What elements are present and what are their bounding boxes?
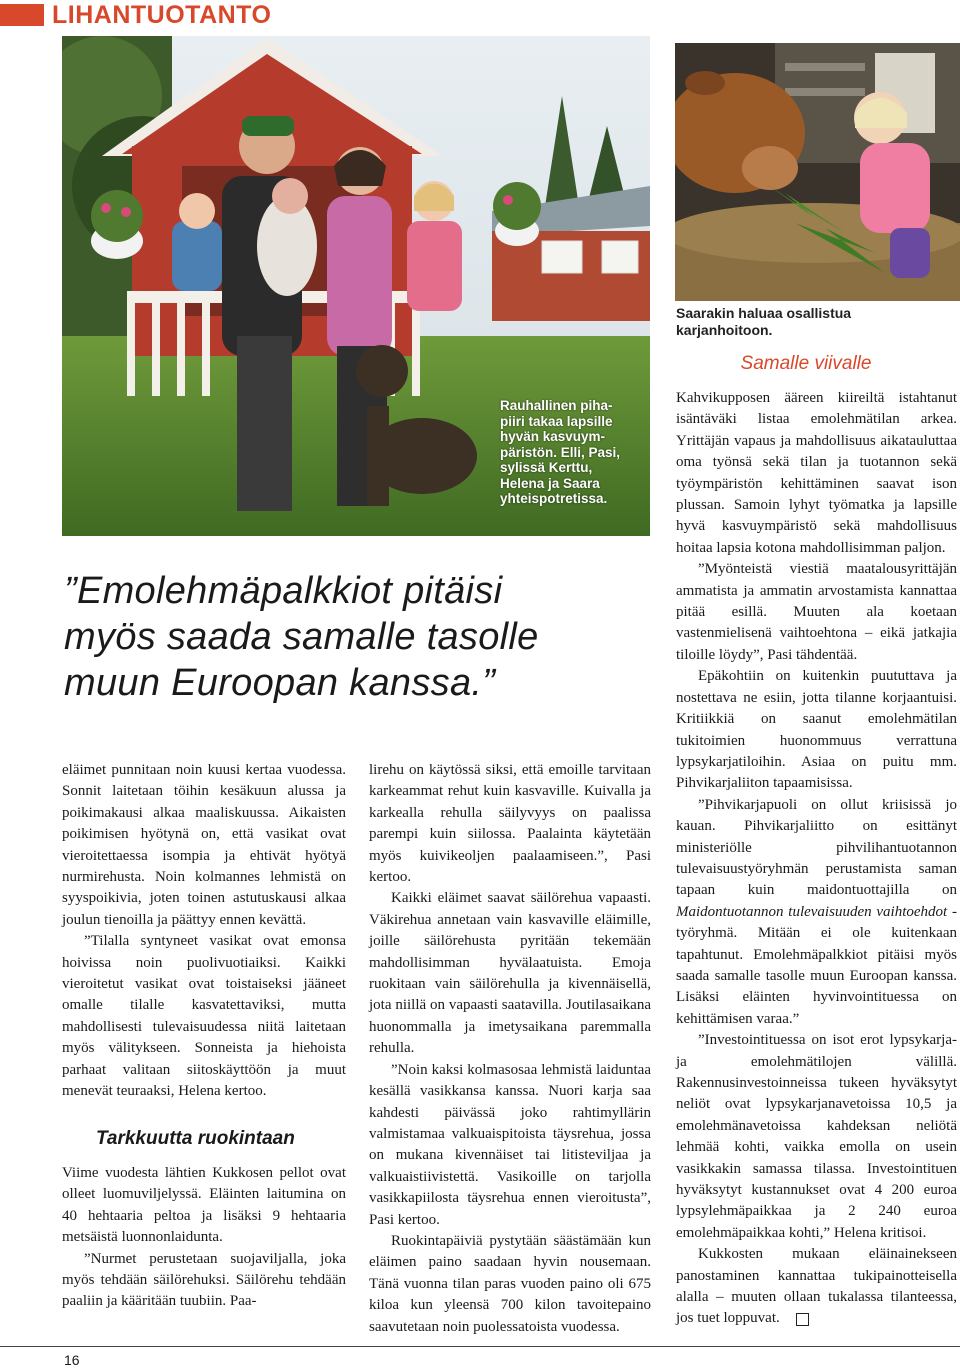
body-paragraph: eläimet punnitaan noin kuusi kertaa vuodessa. Sonnit laitetaan töihin kesäkuun alussa ja poikimakausi alkaa maaliskuussa. Aikaisten poikimisen hyötynä on, että vasikat ovat vieroitettaessa isompia ja ehtivät hyötyä nurmirehusta. Noin kolmannes lehmistä on syyspoikivia, joten toinen astutuskausi alkaa joulun tienoilla ja päättyy ennen kevättä. <box>62 762 346 928</box>
body-text: -työryhmä. Mitään ei ole kuitenkaan tapahtunut. Emolehmäpalkkiot pitäisi myös saada samalle tasolle muun Euroopan kanssa. Lisäksi eläinten hyvinvointituessa on kehittämisen varaa.” <box>676 903 957 1027</box>
body-paragraph <box>676 795 957 1030</box>
body-paragraph: Viime vuodesta lähtien Kukkosen pellot ovat olleet luomuviljelyssä. Eläinten laitumina on 40 hehtaaria peltoa ja lisäksi 9 hehtaaria metsäistä luonnonlaidunta. <box>62 1164 346 1246</box>
body-paragraph: ”Tilalla syntyneet vasikat ovat emonsa hoivissa noin puolivuotiaiksi. Kaikki vieroitetut vasikat ovat toistaiseksi jääneet omalle tilalle kasvatettaviksi, mutta mahdollisesti tulevaisuudessa niitä laitetaan myös välitykseen. Sonneista ja hiehoista parhaat valitaan siitoskäyttöön ja muut menevät teuraaksi, Helena kertoo. <box>62 933 346 1100</box>
pull-quote-line: ”Emolehmäpalkkiot pitäisi <box>64 570 503 612</box>
body-paragraph: ”Nurmet perustetaan suojaviljalla, joka myös tehdään säilörehuksi. Säilörehu tehdään paaliin ja kääritään tuubiin. Paa- <box>62 1250 346 1310</box>
caption-line: Rauhallinen piha- <box>500 398 613 413</box>
body-paragraph <box>676 1244 957 1330</box>
end-mark-icon <box>796 1313 809 1326</box>
pull-quote-line: myös saada samalle tasolle <box>64 616 539 658</box>
caption-line: hyvän kasvuym- <box>500 429 606 444</box>
body-paragraph: ”Investointituessa on isot erot lypsykarja- ja emolehmätilojen välillä. Rakennusinvestoinneissa tukeen hyväksytyt neliöt ovat lypsykarjanavetoissa 10,5 ja emolehmänavetoissa kahdeksan neliötä lehmää kohti, vaikka emolla on usein vasikkakin samassa tilassa. Investointituen hyväksytyt kustannukset ovat 4 200 euroa lypsylehmäpaikkaa ja 2 240 euroa emolehmäpaikkaa kohti,” Helena kritisoi. <box>676 1032 957 1241</box>
family-photo-caption <box>500 398 650 507</box>
footer-rule <box>0 1346 960 1347</box>
working-group-name: Maidontuotannon tulevaisuuden vaihtoehdot <box>676 903 948 920</box>
caption-line: yhteispotretissa. <box>500 491 608 506</box>
column-3 <box>676 388 957 1330</box>
section-color-bar <box>0 4 44 26</box>
body-text: Kukkosten mukaan eläinainekseen panostaminen kannattaa tukipainotteisella alalla – muuten ollaan tukalassa tilanteessa, jos tuet loppuvat. <box>676 1246 957 1327</box>
cow-photo-caption <box>676 305 936 339</box>
body-text: ”Pihvikarjapuoli on ollut kriisissä jo kauan. Pihvikarjaliitto on esittänyt ministeriölle pihvilihantuotannon tulevaisuustyöryhmän perustamista saman tapaan kuin maidontuottajilla on <box>676 796 957 899</box>
section-title: LIHANTUOTANTO <box>52 1 272 29</box>
family-photo <box>62 36 650 536</box>
body-paragraph: Epäkohtiin on kuitenkin puututtava ja nostettava ne esiin, jotta tilanne korjaantuisi. Kritiikkiä on saanut emolehmätilan tukitoimien huonommuus verrattuna lypsykarjatiloihin. Asiaa on puitu mm. Pihvikarjaliiton tapaamisissa. <box>676 668 957 792</box>
body-paragraph: ”Myönteistä viestiä maatalousyrittäjän ammatista ja ammatin arvostamista kannattaa pitää esillä. Muuten ala koetaan vastenmielisenä vaihtoehtona – eikä jatkajia tiloille löydy”, Pasi tähdentää. <box>676 561 957 663</box>
body-paragraph: Kahvikupposen ääreen kiireiltä istahtanut isäntäväki listaa emolehmätilan arkea. Yrittäjän vapaus ja mahdollisuus aikatauluttaa oma työnsä sekä tilan ja tuotannon sekä työympäristön kehittäminen saavat ison plussan. Samoin lyhyt työmatka ja lapsille hyvä kasvuympäristö sekä mahdollisuus hoitaa lapsia kotona mahdollisimman paljon. <box>676 390 957 556</box>
cow-photo <box>675 43 960 301</box>
caption-line: sylissä Kerttu, <box>500 460 593 475</box>
subhead-same-level: Samalle viivalle <box>740 353 872 374</box>
body-paragraph: ”Noin kaksi kolmasosaa lehmistä laiduntaa kesällä vasikkansa kanssa. Nuori karja saa kahdesti päivässä joko rahtimyllärin valmistamaa valkuaispitoista täysrehua, jossa on mukana kivennäiset tai litisteviljaa ja valkuaistiivistettä. Vasikoille on tarjolla vasikkapiilosta täysrehua ennen vieroitusta”, Pasi kertoo. <box>369 1061 651 1228</box>
body-paragraph: Kaikki eläimet saavat säilörehua vapaasti. Väkirehua annetaan vain kasvaville eläimille, joille säilörehusta pyritään tekemään mahdollisimman hyvälaatuista. Emoja ruokitaan vain säilörehulla ja kivennäisellä, jota niillä on vapaasti saatavilla. Joutilasaikana huonommalla ja imetysaikana paremmalla rehulla. <box>369 890 651 1057</box>
body-paragraph: Ruokintapäiviä pystytään säästämään kun eläimen paino saadaan hyvin nousemaan. Tänä vuonna tilan paras vuoden paino oli 675 kiloa kun yleensä 700 kilon tavoitepaino saavutetaan noin puolessatoista vuodessa. <box>369 1232 651 1335</box>
page-number: 16 <box>64 1352 80 1368</box>
pull-quote <box>64 568 644 706</box>
column-2 <box>369 760 651 1338</box>
caption-line: Helena ja Saara <box>500 475 600 491</box>
caption-line: karjanhoitoon. <box>676 322 773 338</box>
body-paragraph: lirehu on käytössä siksi, että emoille tarvitaan karkeammat rehut kuin kasvaville. Kuivalla ja karkealla rehulla säilyvyys on paalissa parempi kuin siilossa. Paalainta käytetään myös kuivikeoljen paalaamiseen.”, Pasi kertoo. <box>369 762 651 886</box>
caption-line: päristön. Elli, Pasi, <box>500 444 621 460</box>
subhead-feeding: Tarkkuutta ruokintaan <box>96 1127 295 1149</box>
caption-line: Saarakin haluaa osallistua <box>676 305 852 321</box>
pull-quote-line: muun Euroopan kanssa.” <box>64 662 496 704</box>
caption-line: piiri takaa lapsille <box>500 413 613 429</box>
column-1 <box>62 760 346 1313</box>
